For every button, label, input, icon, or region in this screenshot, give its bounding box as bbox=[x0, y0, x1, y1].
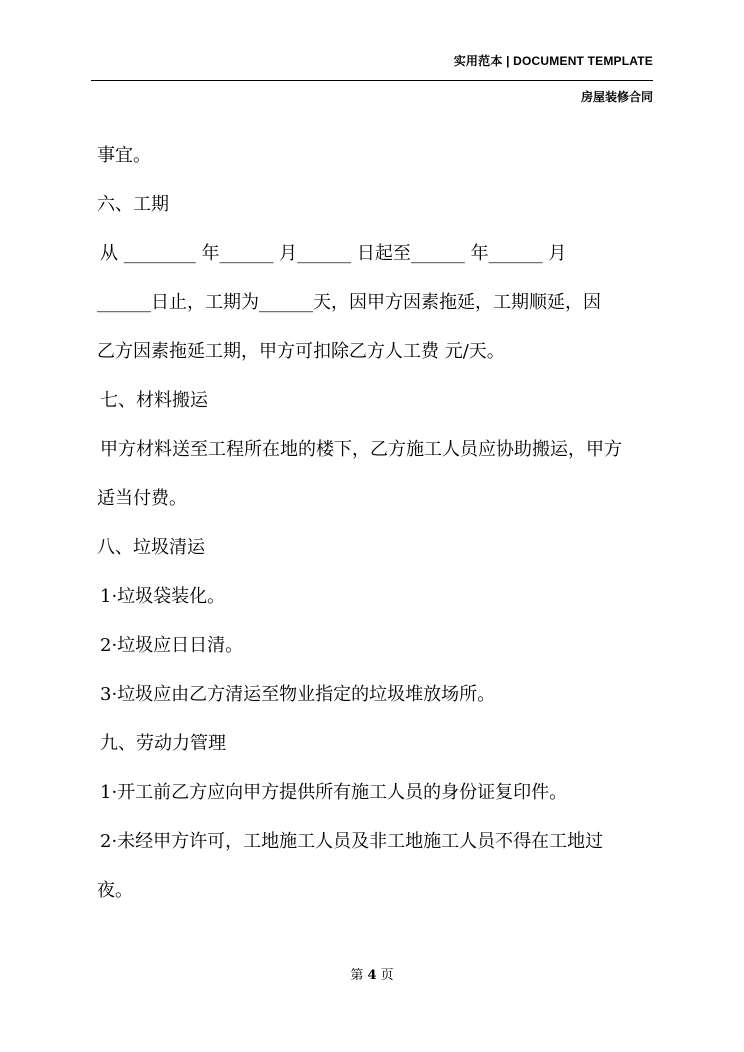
body-line-1: 事宜。 bbox=[97, 145, 151, 166]
header-title: 实用范本 | DOCUMENT TEMPLATE bbox=[453, 54, 653, 68]
list-item-garbage-2: 2·垃圾应日日清。 bbox=[100, 635, 244, 656]
list-item-labor-2: 2·未经甲方许可，工地施工人员及非工地施工人员不得在工地过 bbox=[100, 831, 604, 852]
page-number-value: 4 bbox=[367, 968, 377, 983]
body-line-16: 夜。 bbox=[97, 880, 133, 901]
section-heading-materials: 七、材料搬运 bbox=[100, 390, 208, 411]
page-number-suffix: 页 bbox=[380, 968, 394, 983]
section-heading-garbage: 八、垃圾清运 bbox=[97, 537, 205, 558]
section-heading-labor: 九、劳动力管理 bbox=[100, 733, 226, 754]
body-line-7: 甲方材料送至工程所在地的楼下，乙方施工人员应协助搬运，甲方 bbox=[100, 439, 622, 460]
body-line-4: ______日止，工期为______天，因甲方因素拖延，工期顺延，因 bbox=[97, 292, 601, 313]
list-item-labor-1: 1·开工前乙方应向甲方提供所有施工人员的身份证复印件。 bbox=[100, 782, 568, 803]
list-item-garbage-3: 3·垃圾应由乙方清运至物业指定的垃圾堆放场所。 bbox=[100, 684, 496, 705]
page-number bbox=[0, 964, 744, 983]
header-divider bbox=[91, 80, 653, 81]
body-line-5: 乙方因素拖延工期，甲方可扣除乙方人工费 元/天。 bbox=[97, 341, 505, 362]
body-line-3: 从 ________ 年______ 月______ 日起至______ 年______ 月 bbox=[100, 243, 567, 264]
header-subtitle: 房屋装修合同 bbox=[580, 90, 653, 104]
body-line-8: 适当付费。 bbox=[97, 488, 187, 509]
section-heading-schedule: 六、工期 bbox=[97, 194, 169, 215]
page-number-prefix: 第 bbox=[350, 968, 364, 983]
list-item-garbage-1: 1·垃圾袋装化。 bbox=[100, 586, 226, 607]
